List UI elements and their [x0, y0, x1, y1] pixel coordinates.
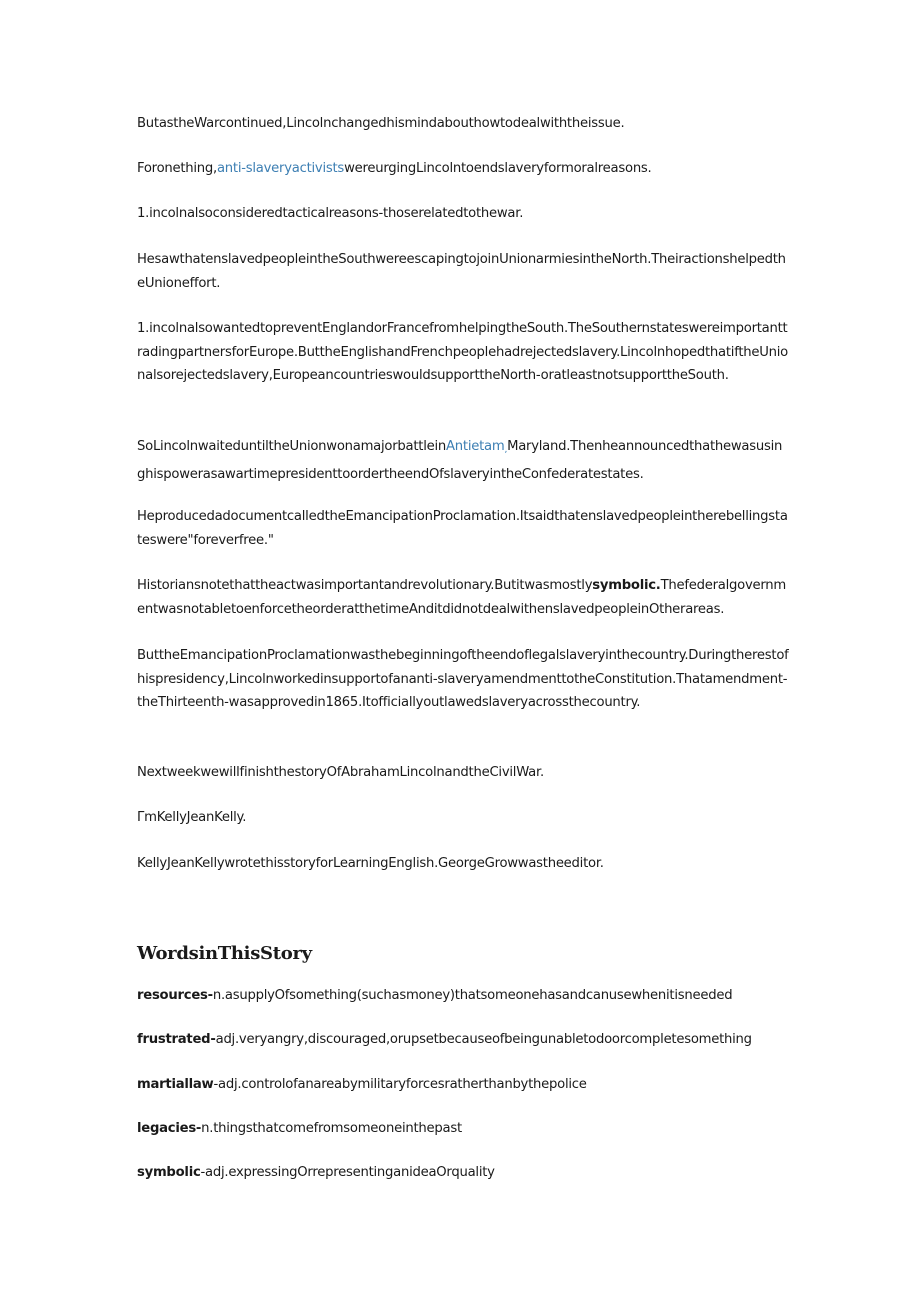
paragraph-text: Foronething, — [137, 161, 217, 176]
glossary-definition: -adj.expressingOrrepresentinganideaOrquality — [200, 1165, 495, 1180]
paragraph-signoff: ΓmKellyJeanKelly. — [137, 810, 247, 825]
glossary-term — [137, 1030, 789, 1050]
antietam-link[interactable]: Antietam — [446, 439, 505, 454]
glossary-word: martiallaw — [137, 1077, 214, 1092]
glossary-heading: WordsinThisStory — [137, 943, 312, 964]
paragraph-emancipation: HeproducedadocumentcalledtheEmancipationProclamation.Itsaidthatenslavedpeopleintherebellingstateswere"foreverfree." — [137, 509, 788, 548]
glossary-word: legacies- — [137, 1121, 202, 1136]
paragraph-tactical-reasons: 1.incolnalsoconsideredtacticalreasons-thoserelatedtothewar. — [137, 206, 524, 221]
glossary-word: symbolic — [137, 1165, 201, 1180]
glossary-definition: adj.veryangry,discouraged,orupsetbecauseofbeingunabletodoorcompletesomething — [215, 1032, 752, 1047]
paragraph-text: ThefederalgovernmentwasnotabletoenforcetheorderatthetimeAnditdidnotdealwithenslavedpeopleinOtherareas. — [137, 578, 787, 617]
glossary-term — [137, 1075, 789, 1095]
paragraph-text: wereurgingLincolntoendslaveryformoralreasons. — [344, 161, 652, 176]
glossary-term — [137, 1163, 789, 1183]
paragraph-thirteenth-amendment: ButtheEmancipationProclamationwasthebeginningoftheendoflegalslaveryinthecountry.Duringtherestofhispresidency,Lincolnworkedinsupportofananti-slaveryamendmenttotheConstitution.Thatamendment-theThirteenth-wasapprovedin1865.Itofficiallyoutlawedslaveryacrossthecountry. — [137, 648, 789, 710]
paragraph-text: Maryland.ThenheannouncedthathewasusinghispowerasawartimepresidenttoordertheendOfslaveryintheConfederatestates. — [137, 439, 783, 482]
anti-slavery-activists-link[interactable]: anti-slaveryactivists — [216, 161, 345, 176]
glossary-term — [137, 986, 789, 1006]
paragraph-escaping: HesawthatenslavedpeopleintheSouthwereescapingtojoinUnionarmiesintheNorth.TheiractionshelpedtheUnioneffort. — [137, 252, 786, 291]
paragraph-next-week: NextweekwewillfinishthestoryOfAbrahamLincolnandtheCivilWar. — [137, 765, 544, 780]
paragraph-historians — [137, 574, 789, 621]
paragraph-text: Historiansnotethattheactwasimportantandrevolutionary.Butitwasmostly — [137, 578, 593, 593]
glossary-word: resources- — [137, 988, 213, 1003]
paragraph-credits: KellyJeanKellywrotethisstoryforLearningEnglish.GeorgeGrowwastheeditor. — [137, 856, 604, 871]
paragraph-text: SoLincolnwaiteduntiltheUnionwonamajorbattlein — [137, 439, 447, 454]
paragraph-war-continued: ButastheWarcontinued,Lincolnchangedhismindabouthowtodealwiththeissue. — [137, 116, 625, 131]
glossary-definition: n.thingsthatcomefromsomeoneinthepast — [201, 1121, 462, 1136]
glossary-word: frustrated- — [137, 1032, 216, 1047]
link-comma: , — [504, 445, 508, 455]
glossary-term — [137, 1119, 789, 1139]
glossary-definition: n.asupplyOfsomething(suchasmoney)thatsomeonehasandcanusewhenitisneeded — [212, 988, 733, 1003]
glossary-definition: -adj.controlofanareabymilitaryforcesratherthanbythepolice — [213, 1077, 587, 1092]
paragraph-england-france: 1.incolnalsowantedtopreventEnglandorFrancefromhelpingtheSouth.TheSouthernstateswereimportanttradingpartnersforEurope.ButtheEnglishandFrenchpeoplehadrejectedslavery.LincolnhopedthatiftheUnionalsorejectedslavery,EuropeancountrieswouldsupporttheNorth-oratleastnotsupporttheSouth. — [137, 321, 788, 383]
paragraph-activists — [137, 157, 789, 181]
paragraph-antietam — [137, 435, 789, 486]
symbolic-bold-word: symbolic. — [592, 578, 661, 593]
